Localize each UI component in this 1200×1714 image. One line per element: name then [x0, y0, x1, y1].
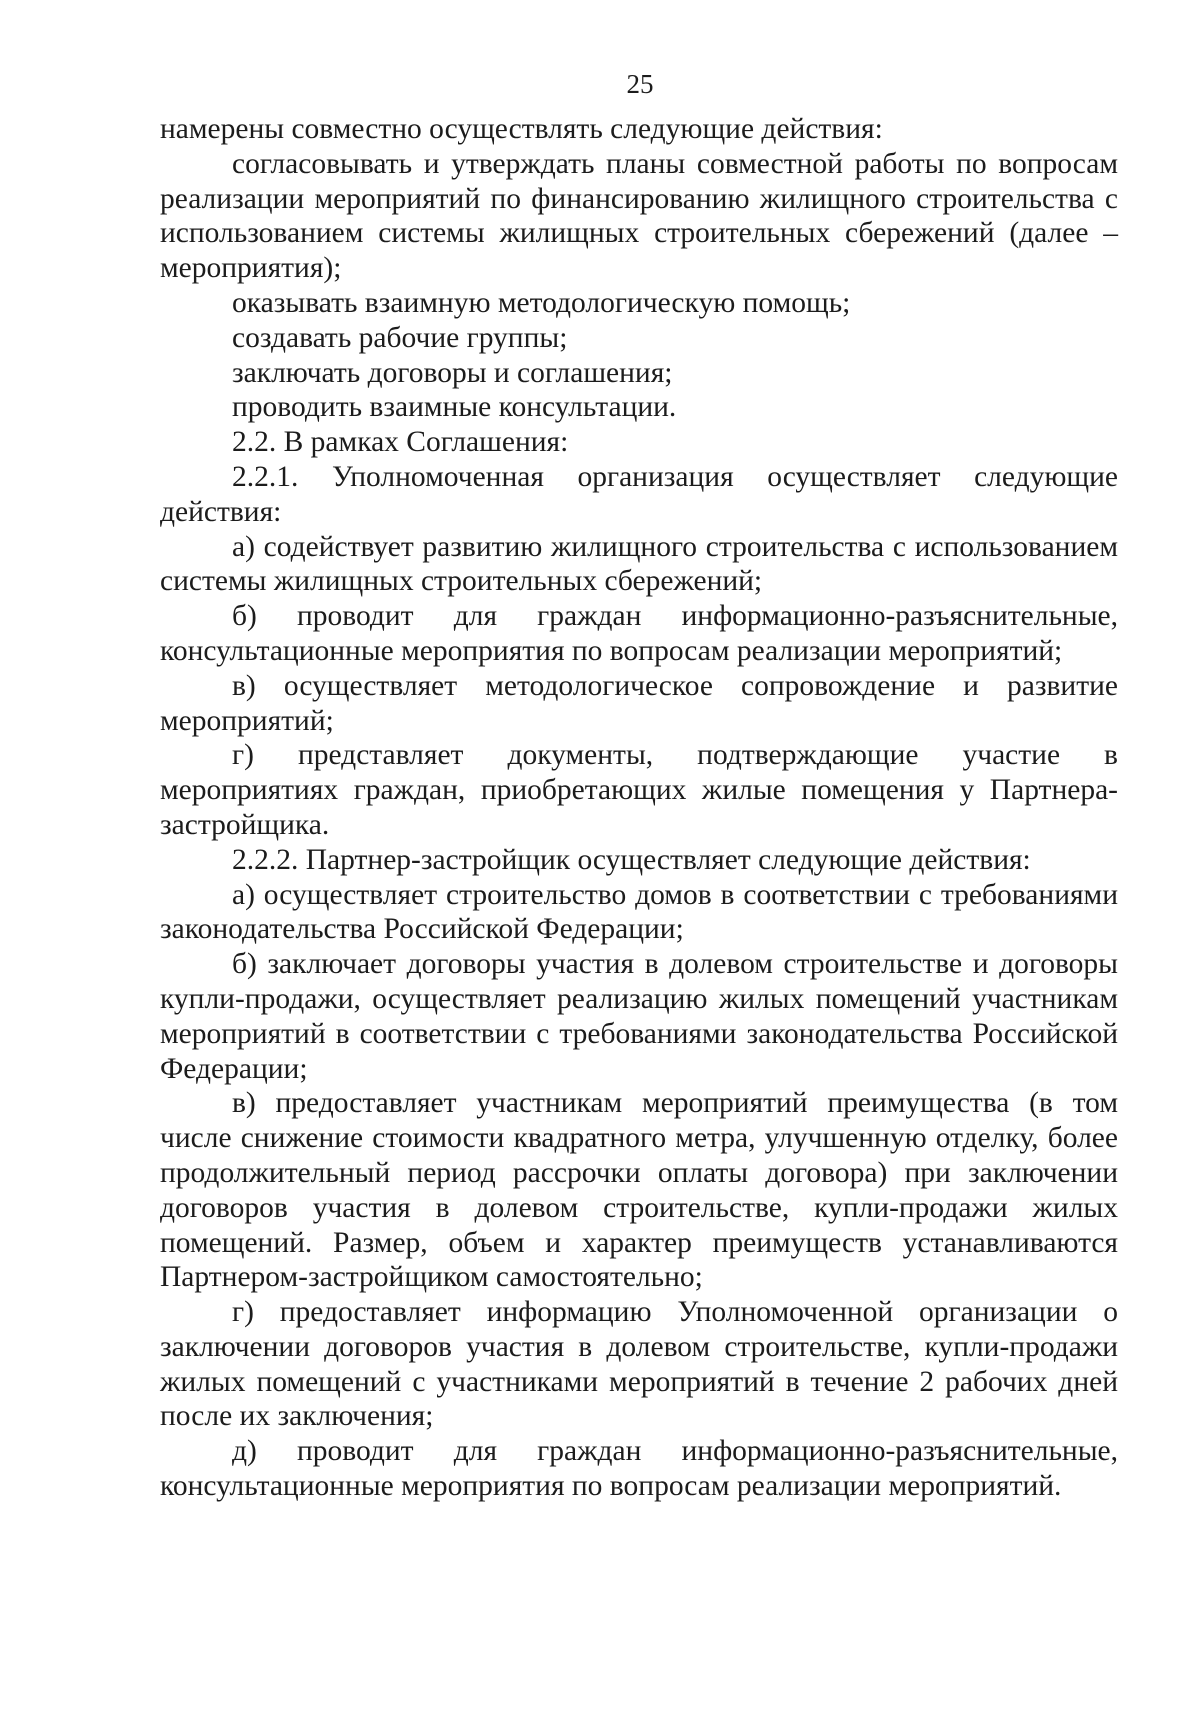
document-body	[160, 112, 1118, 1504]
list-item-2-2-1-b: б) проводит для граждан информационно-разъяснительные, консультационные мероприятия по вопросам реализации мероприятий;	[160, 600, 1118, 667]
list-item-2-2-2-g: г) предоставляет информацию Уполномоченной организации о заключении договоров участия в долевом строительстве, купли-продажи жилых помещений с участниками мероприятий в течение 2 рабочих дней после их заключения;	[160, 1296, 1118, 1433]
paragraph-mutual-help: оказывать взаимную методологическую помощь;	[232, 286, 851, 319]
list-item-2-2-2-v: в) предоставляет участникам мероприятий преимущества (в том числе снижение стоимости квадратного метра, улучшенную отделку, более продолжительный период рассрочки оплаты договора) при заключении договоров участия в долевом строительстве, купли-продажи жилых помещений. Размер, объем и характер преимуществ устанавливаются Партнером-застройщиком самостоятельно;	[160, 1087, 1118, 1294]
list-item-2-2-2-a: а) осуществляет строительство домов в соответствии с требованиями законодательства Российской Федерации;	[160, 878, 1118, 946]
section-heading-2-2: 2.2. В рамках Соглашения:	[232, 426, 569, 459]
list-item-2-2-1-a: а) содействует развитию жилищного строительства с использованием системы жилищных строительных сбережений;	[160, 530, 1118, 598]
paragraph-working-groups: создавать рабочие группы;	[232, 321, 568, 354]
section-heading-2-2-1: 2.2.1. Уполномоченная организация осуществляет следующие действия:	[160, 460, 1118, 528]
list-item-2-2-1-g: г) представляет документы, подтверждающие участие в мероприятиях граждан, приобретающих жилые помещения у Партнера-застройщика.	[160, 739, 1118, 841]
list-item-2-2-2-b: б) заключает договоры участия в долевом строительстве и договоры купли-продажи, осуществляет реализацию жилых помещений участникам мероприятий в соответствии с требованиями законодательства Российской Федерации;	[160, 948, 1118, 1085]
paragraph-intro: намерены совместно осуществлять следующие действия:	[160, 113, 883, 145]
list-item-2-2-1-v: в) осуществляет методологическое сопровождение и развитие мероприятий;	[160, 669, 1118, 737]
paragraph-consultations: проводить взаимные консультации.	[232, 391, 677, 424]
paragraph-coordinate-plans: согласовывать и утверждать планы совместной работы по вопросам реализации мероприятий по финансированию жилищного строительства с использованием системы жилищных строительных сбережений (далее – мероприятия);	[160, 147, 1118, 285]
paragraph-agreements: заключать договоры и соглашения;	[232, 356, 673, 389]
section-heading-2-2-2: 2.2.2. Партнер-застройщик осуществляет следующие действия:	[232, 843, 1031, 876]
page-number: 25	[626, 69, 654, 99]
list-item-2-2-2-d: д) проводит для граждан информационно-разъяснительные, консультационные мероприятия по вопросам реализации мероприятий.	[160, 1435, 1118, 1503]
